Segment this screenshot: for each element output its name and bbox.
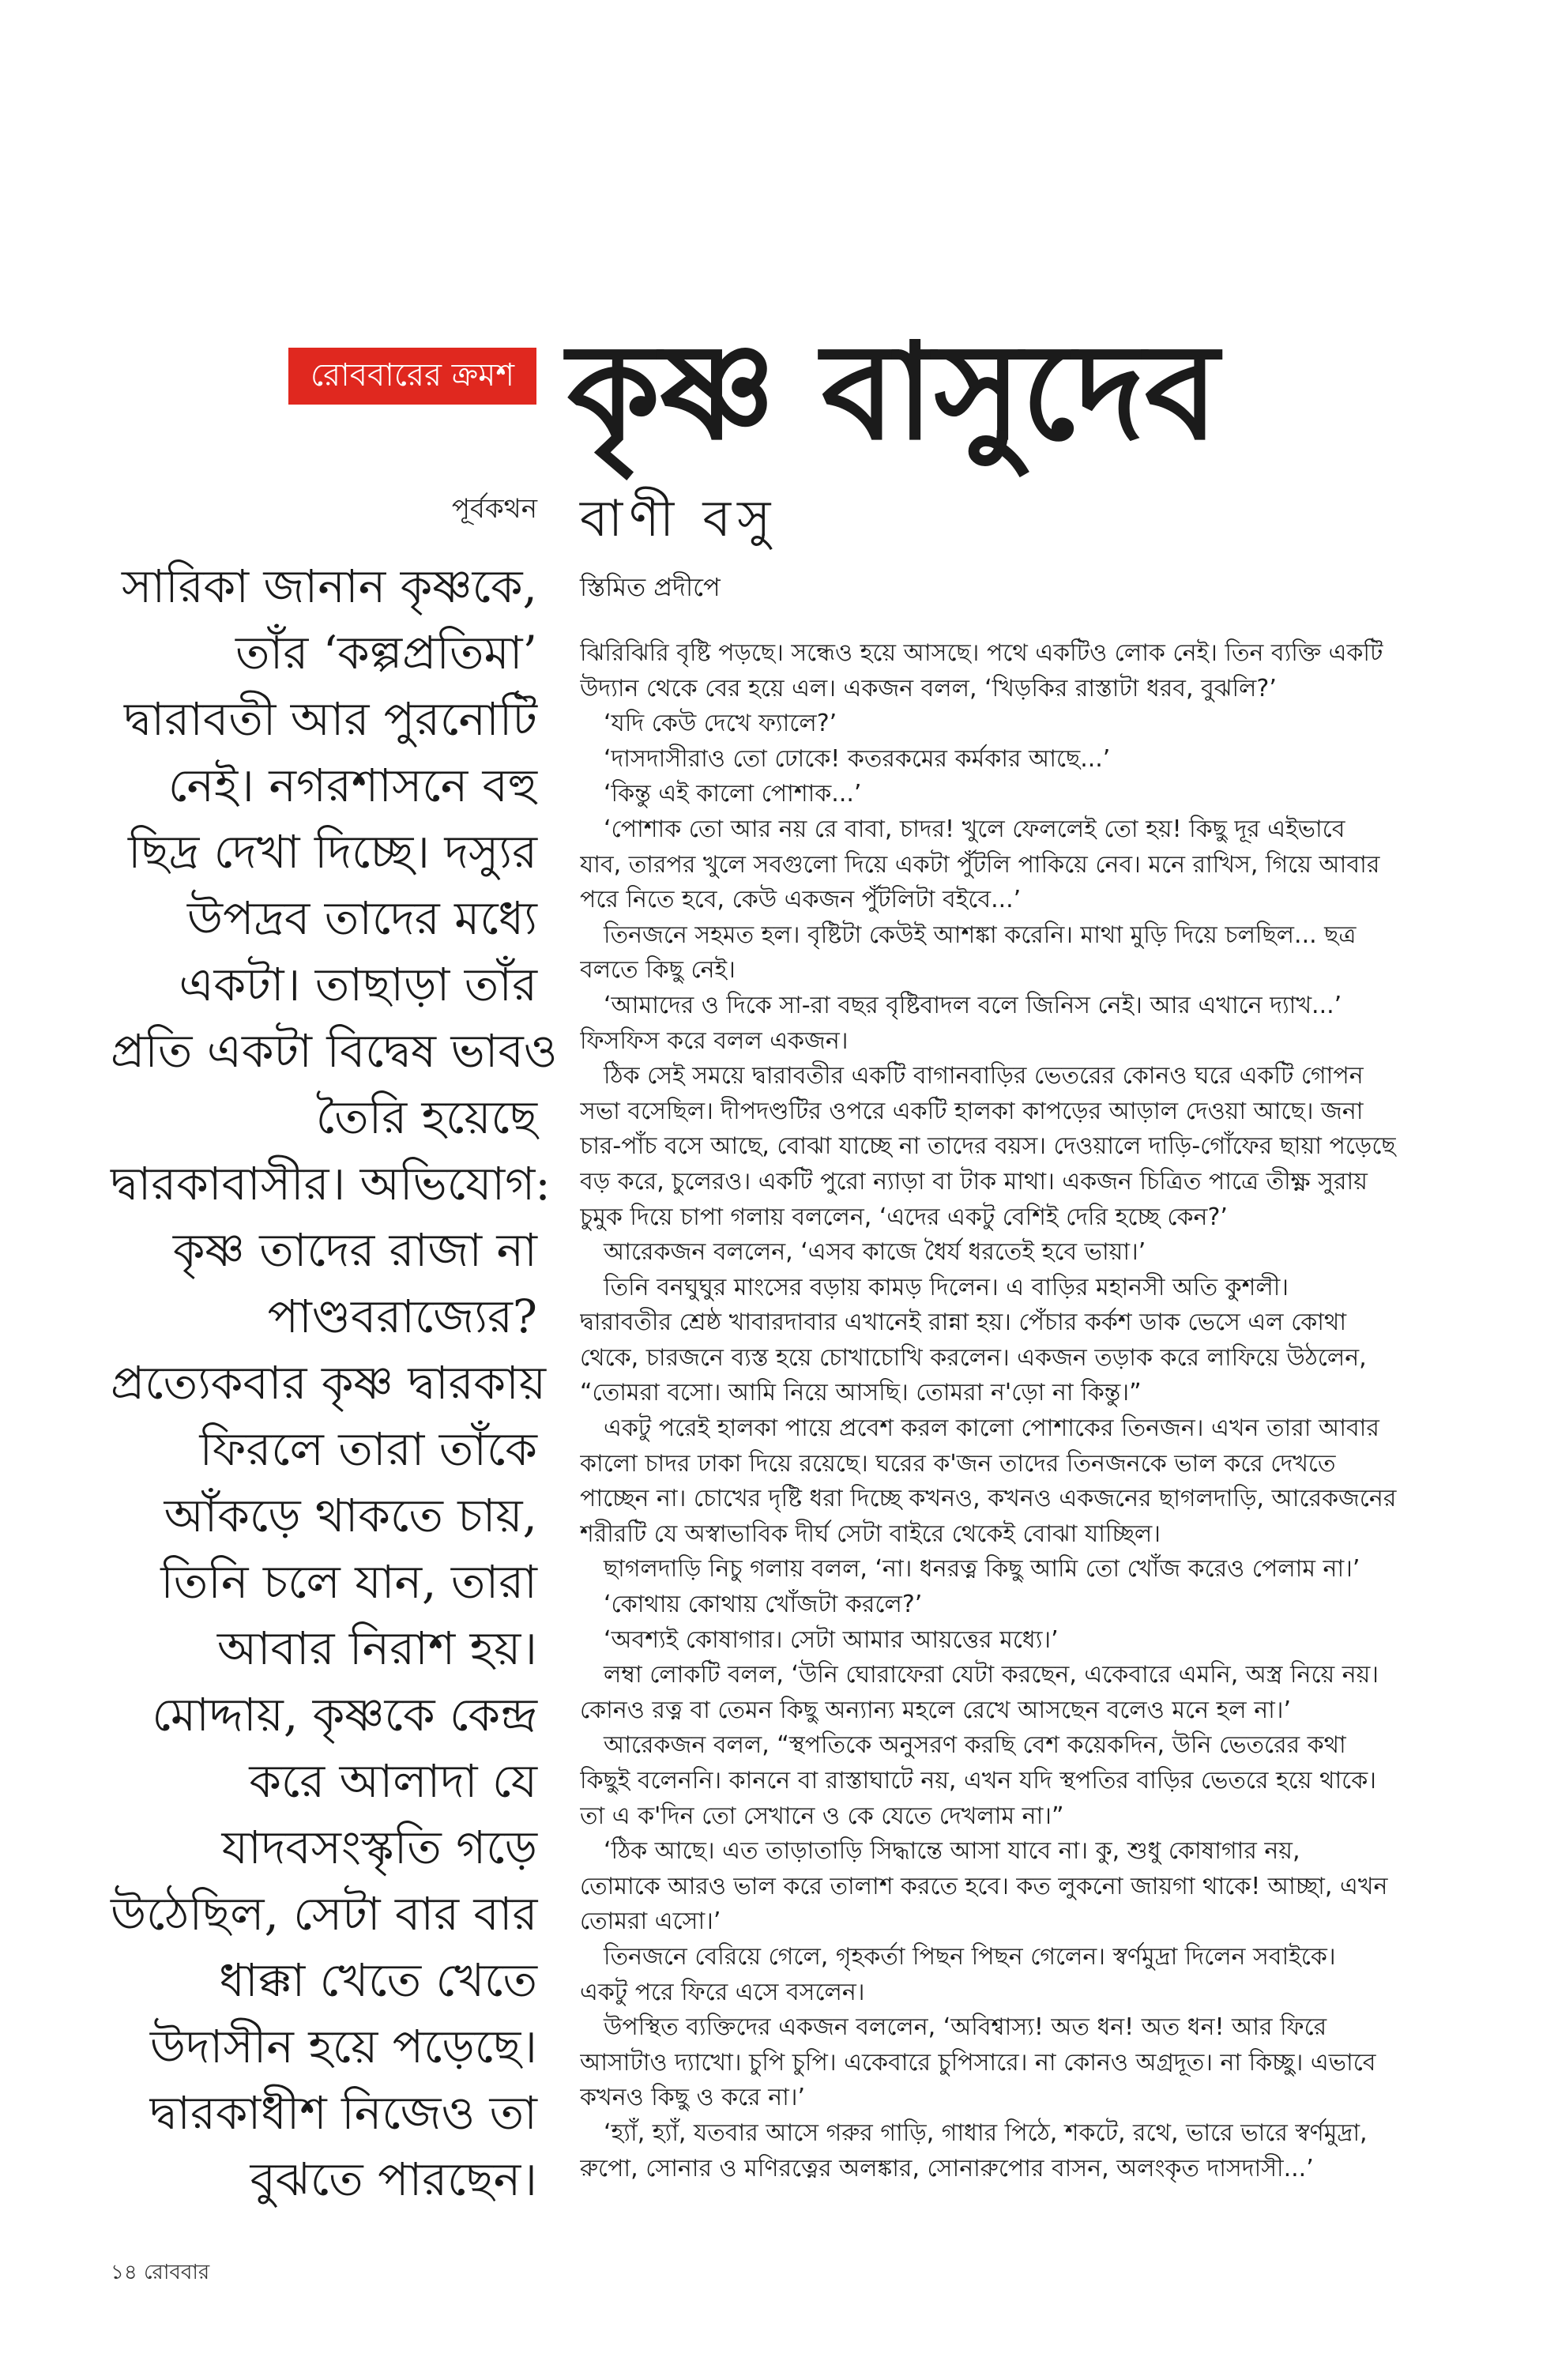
author-name: বাণী বসু [580,490,777,548]
recap-line: কৃষ্ণ তাদের রাজা না [172,1223,537,1277]
article-title: কৃষ্ণ বাসুদেব [567,313,1219,469]
body-line: “তোমরা বসো। আমি নিয়ে আসছি। তোমরা ন'ড়ো না কিন্তু।” [580,1379,1142,1407]
body-line: ‘কোথায় কোথায় খোঁজটা করলে?’ [604,1591,923,1619]
body-line: পাচ্ছেন না। চোখের দৃষ্টি ধরা দিচ্ছে কখনও, কখনও একজনের ছাগলদাড়ি, আরেকজনের [580,1485,1397,1513]
recap-line: ছিদ্র দেখা দিচ্ছে। দস্যুর [127,825,537,879]
recap-line: করে আলাদা যে [249,1754,537,1808]
body-line: ‘কিন্তু এই কালো পোশাক...’ [604,780,862,808]
body-line: তিনজনে বেরিয়ে গেলে, গৃহকর্তা পিছন পিছন গেলেন। স্বর্ণমুদ্রা দিলেন সবাইকে। [604,1942,1336,1971]
body-line: ছাগলদাড়ি নিচু গলায় বলল, ‘না। ধনরত্ন কিছু আমি তো খোঁজ করেও পেলাম না।’ [604,1555,1360,1584]
body-line: কোনও রত্ন বা তেমন কিছু অন্যান্য মহলে রেখে আসছেন বলেও মনে হল না।’ [580,1696,1292,1724]
recap-line: ধাক্কা খেতে খেতে [219,1953,537,2007]
recap-line: বুঝতে পারছেন। [250,2152,537,2206]
body-line: আসাটাও দ্যাখো। চুপি চুপি। একেবারে চুপিসারে। না কোনও অগ্রদূত। না কিচ্ছু। এভাবে [580,2048,1376,2077]
recap-line: উদাসীন হয়ে পড়েছে। [149,2020,537,2073]
body-line: থেকে, চারজনে ব্যস্ত হয়ে চোখাচোখি করলেন। একজন তড়াক করে লাফিয়ে উঠলেন, [580,1343,1367,1372]
series-badge: রোববারের ক্রমশ [288,348,536,405]
body-line: লম্বা লোকটি বলল, ‘উনি ঘোরাফেরা যেটা করছেন, একেবারে এমনি, অস্ত্র নিয়ে নয়। [604,1661,1379,1689]
body-line: সভা বসেছিল। দীপদণ্ডটির ওপরে একটি হালকা কাপড়ের আড়াল দেওয়া আছে। জনা [580,1097,1364,1125]
body-line: তোমাকে আরও ভাল করে তালাশ করতে হবে। কত লুকনো জায়গা থাকে! আচ্ছা, এখন [580,1872,1388,1900]
recap-line: দ্বারকাধীশ নিজেও তা [149,2086,537,2140]
section-heading: স্তিমিত প্রদীপে [580,572,721,602]
body-line: উপস্থিত ব্যক্তিদের একজন বললেন, ‘অবিশ্বাস্য! অত ধন! অত ধন! আর ফিরে [604,2013,1327,2042]
recap-column [111,553,558,2212]
body-line: একটু পরে ফিরে এসে বসলেন। [580,1978,865,2006]
recap-line: প্রতি একটা বিদ্বেষ ভাবও [111,1024,558,1078]
body-line: যাব, তারপর খুলে সবগুলো দিয়ে একটা পুঁটলি পাকিয়ে নেব। মনে রাখিস, গিয়ে আবার [580,850,1380,879]
body-line: ‘ঠিক আছে। এত তাড়াতাড়ি সিদ্ধান্তে আসা যাবে না। কু, শুধু কোষাগার নয়, [604,1837,1300,1866]
recap-line: নেই। নগরশাসনে বহু [167,759,537,812]
recap-line: তৈরি হয়েছে [315,1090,537,1144]
body-line: আরেকজন বলল, “স্থপতিকে অনুসরণ করছি বেশ কয়েকদিন, উনি ভেতরের কথা [604,1731,1346,1760]
body-line: উদ্যান থেকে বের হয়ে এল। একজন বলল, ‘খিড়কির রাস্তাটা ধরব, বুঝলি?’ [580,674,1277,702]
recap-label: পূর্বকথন [451,493,537,525]
body-line: কখনও কিছু ও করে না।’ [580,2084,806,2112]
page-footer: ১৪ রোববার [111,2261,210,2284]
body-line: ‘দাসদাসীরাও তো ঢোকে! কতরকমের কর্মকার আছে...’ [604,744,1111,773]
body-line: কালো চাদর ঢাকা দিয়ে রয়েছে। ঘরের ক'জন তাদের তিনজনকে ভাল করে দেখতে [580,1449,1336,1478]
body-line: তিনজনে সহমত হল। বৃষ্টিটা কেউই আশঙ্কা করেনি। মাথা মুড়ি দিয়ে চলছিল... ছত্র [604,921,1357,949]
recap-line: উঠেছিল, সেটা বার বার [111,1887,538,1941]
body-line: চার-পাঁচ বসে আছে, বোঝা যাচ্ছে না তাদের বয়স। দেওয়ালে দাড়ি-গোঁফের ছায়া পড়েছে [580,1132,1396,1161]
body-line: বড় করে, চুলেরও। একটি পুরো ন্যাড়া বা টাক মাথা। একজন চিত্রিত পাত্রে তীক্ষ্ণ সুরায় [580,1167,1368,1196]
body-line: ‘অবশ্যই কোষাগার। সেটা আমার আয়ত্তের মধ্যে।’ [604,1625,1059,1654]
recap-line: মোদ্দায়, কৃষ্ণকে কেন্দ্র [152,1688,537,1742]
recap-line: তিনি চলে যান, তারা [160,1555,537,1609]
body-line: তা এ ক'দিন তো সেখানে ও কে যেতে দেখলাম না।” [580,1802,1064,1830]
recap-line: দ্বারকাবাসীর। অভিযোগ: [111,1157,551,1211]
body-line: তিনি বনঘুঘুর মাংসের বড়ায় কামড় দিলেন। এ বাড়ির মহানসী অতি কুশলী। [604,1273,1289,1301]
body-line: পরে নিতে হবে, কেউ একজন পুঁটলিটা বইবে...’ [580,886,1022,914]
recap-line: আঁকড়ে থাকতে চায়, [164,1489,537,1542]
body-line: আরেকজন বললেন, ‘এসব কাজে ধৈর্য ধরতেই হবে ভায়া।’ [604,1238,1146,1267]
recap-line: ফিরলে তারা তাঁকে [199,1422,537,1476]
body-line: ‘আমাদের ও দিকে সা-রা বছর বৃষ্টিবাদল বলে জিনিস নেই। আর এখানে দ্যাখ...’ [604,991,1342,1019]
recap-line: সারিকা জানান কৃষ্ণকে, [122,559,537,613]
body-line: তোমরা এসো।’ [580,1907,721,1936]
body-line: ‘পোশাক তো আর নয় রে বাবা, চাদর! খুলে ফেললেই তো হয়! কিছু দূর এইভাবে [604,815,1345,843]
article-body [580,636,1453,2186]
recap-line: আবার নিরাশ হয়। [216,1621,537,1675]
body-line: শরীরটি যে অস্বাভাবিক দীর্ঘ সেটা বাইরে থেকেই বোঝা যাচ্ছিল। [580,1520,1161,1548]
body-line: দ্বারাবতীর শ্রেষ্ঠ খাবারদাবার এখানেই রান্না হয়। পেঁচার কর্কশ ডাক ভেসে এল কোথা [580,1309,1347,1337]
body-line: কিছুই বলেননি। কাননে বা রাস্তাঘাটে নয়, এখন যদি স্থপতির বাড়ির ভেতরে হয়ে থাকে। [580,1767,1376,1794]
body-line: ‘যদি কেউ দেখে ফ্যালে?’ [604,710,837,738]
body-line: ঝিরিঝিরি বৃষ্টি পড়ছে। সন্ধেও হয়ে আসছে। পথে একটিও লোক নেই। তিন ব্যক্তি একটি [580,639,1383,667]
recap-line: উপদ্রব তাদের মধ্যে [186,891,537,945]
body-line: একটু পরেই হালকা পায়ে প্রবেশ করল কালো পোশাকের তিনজন। এখন তারা আবার [604,1414,1379,1443]
recap-line: পাণ্ডবরাজ্যের? [267,1290,537,1343]
recap-line: দ্বারাবতী আর পুরনোটি [123,692,537,746]
body-line: রুপো, সোনার ও মণিরত্নের অলঙ্কার, সোনারুপোর বাসন, অলংকৃত দাসদাসী...’ [580,2154,1314,2182]
recap-line: একটা। তাছাড়া তাঁর [179,958,537,1011]
recap-line: তাঁর ‘কল্পপ্রতিমা’ [235,626,537,680]
body-line: ঠিক সেই সময়ে দ্বারাবতীর একটি বাগানবাড়ির ভেতরের কোনও ঘরে একটি গোপন [604,1062,1364,1090]
body-line: ফিসফিস করে বলল একজন। [580,1026,849,1055]
recap-line: যাদবসংস্কৃতি গড়ে [221,1821,537,1874]
body-line: বলতে কিছু নেই। [580,956,736,985]
body-line: ‘হ্যাঁ, হ্যাঁ, যতবার আসে গরুর গাড়ি, গাধার পিঠে, শকটে, রথে, ভারে ভারে স্বর্ণমুদ্রা, [604,2118,1368,2147]
body-line: চুমুক দিয়ে চাপা গলায় বললেন, ‘এদের একটু বেশিই দেরি হচ্ছে কেন?’ [580,1203,1228,1231]
recap-line: প্রত্যেকবার কৃষ্ণ দ্বারকায় [111,1356,547,1410]
